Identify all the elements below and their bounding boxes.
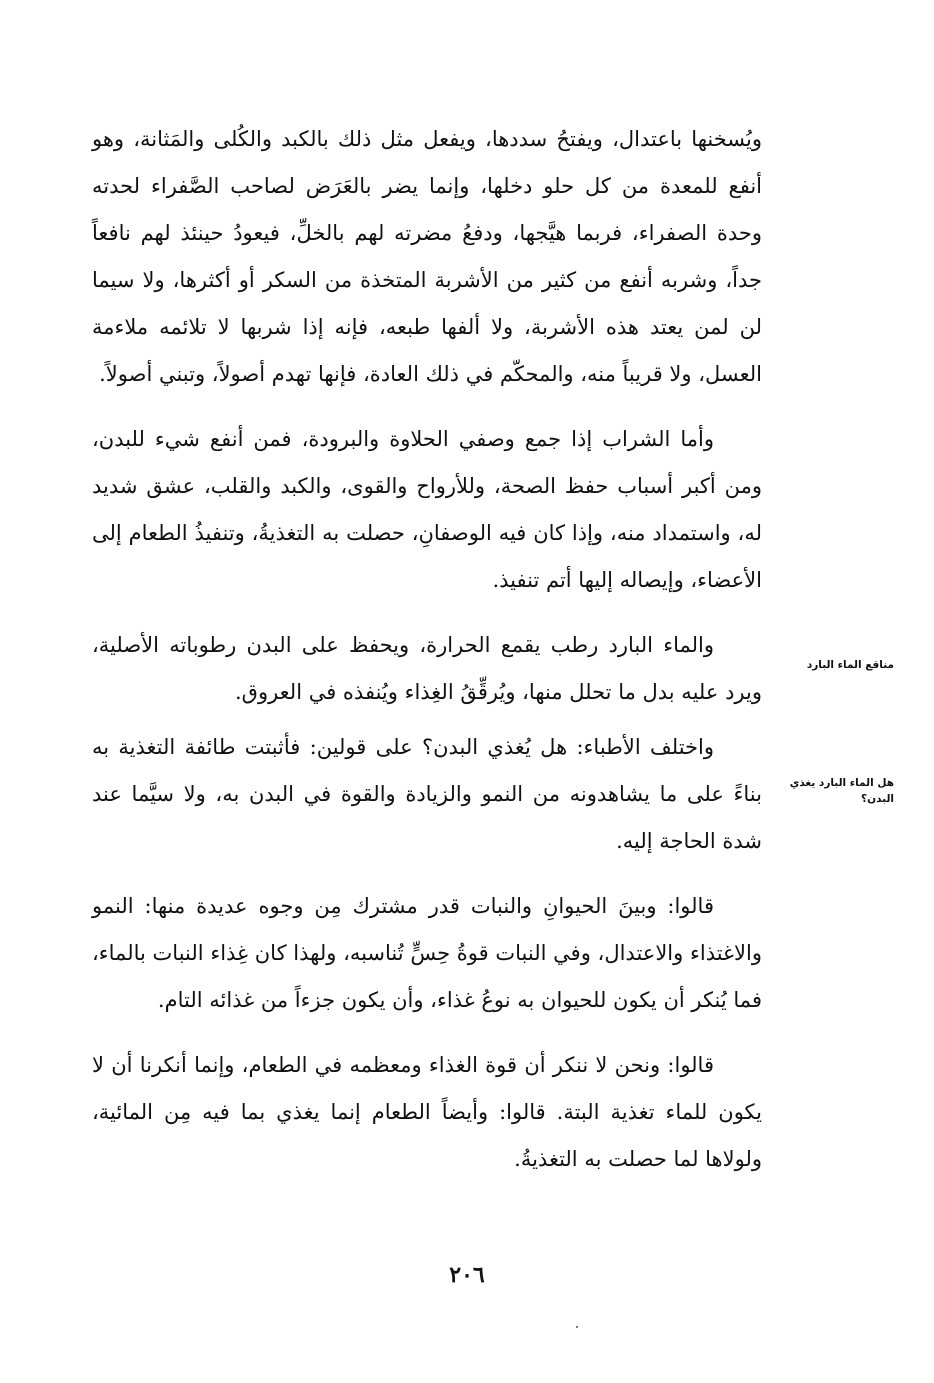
page-number: ٢٠٦	[449, 1262, 485, 1288]
paragraph-honey-continued: ويُسخنها باعتدال، ويفتحُ سددها، ويفعل مثل ذلك بالكبد والكُلى والمَثانة، وهو أنفع للمعدة من كل حلو دخلها، وإنما يضر بالعَرَض لصاحب الصَّفراء لحدته وحدة الصفراء، فربما هيَّجها، ودفعُ مضرته لهم بالخلِّ، فيعودُ حينئذ لهم نافعاً جداً، وشربه أنفع من كثير من الأشربة المتخذة من السكر أو أكثرها، ولا سيما لن لمن يعتد هذه الأشربة، ولا ألفها طبعه، فإنه إذا شربها لا تلائمه ملاءمة العسل، ولا قريباً منه، والمحكّم في ذلك العادة، فإنها تهدم أصولاً، وتبني أصولاً.	[92, 127, 762, 386]
paragraph-cold-water: والماء البارد رطب يقمع الحرارة، ويحفظ على البدن رطوباته الأصلية، ويرد عليه بدل ما تحلل منها، ويُرقِّقُ الغِذاء ويُنفذه في العروق.	[92, 633, 762, 704]
margin-note-does-water-nourish: هل الماء البارد يغذي البدن؟	[789, 777, 894, 805]
margin-note-cold-water-benefits: مناقع الماء البارد	[806, 659, 894, 671]
paragraph-physicians-disagree: واختلف الأطباء: هل يُغذي البدن؟ على قولين: فأثبتت طائفة التغذية به بناءً على ما يشاهدونه من النمو والزيادة والقوة في البدن به، ولا سيَّما عند شدة الحاجة إليه.	[92, 735, 762, 853]
paragraph-animals-plants: قالوا: وبينَ الحيوانِ والنبات قدر مشترك مِن وجوه عديدة منها: النمو والاغتذاء والاعتدال، وفي النبات قوةُ حِسٍّ تُناسبه، ولهذا كان غِذاء النبات بالماء، فما يُنكر أن يكون للحيوان به نوعُ غذاء، وأن يكون جزءاً من غذائه التام.	[92, 894, 762, 1012]
scan-speck	[576, 1326, 578, 1328]
main-text-column	[92, 116, 762, 1183]
paragraph-food-strength: قالوا: ونحن لا ننكر أن قوة الغذاء ومعظمه في الطعام، وإنما أنكرنا أن لا يكون للماء تغذية البتة. قالوا: وأيضاً الطعام إنما يغذي بما فيه مِن المائية، ولولاها لما حصلت به التغذيةُ.	[92, 1053, 762, 1171]
paragraph-sweet-cold-drink: وأما الشراب إذا جمع وصفي الحلاوة والبرودة، فمن أنفع شيء للبدن، ومن أكبر أسباب حفظ الصحة، وللأرواح والقوى، والكبد والقلب، عشق شديد له، واستمداد منه، وإذا كان فيه الوصفانِ، حصلت به التغذيةُ، وتنفيذُ الطعام إلى الأعضاء، وإيصاله إليها أتم تنفيذ.	[92, 427, 762, 592]
